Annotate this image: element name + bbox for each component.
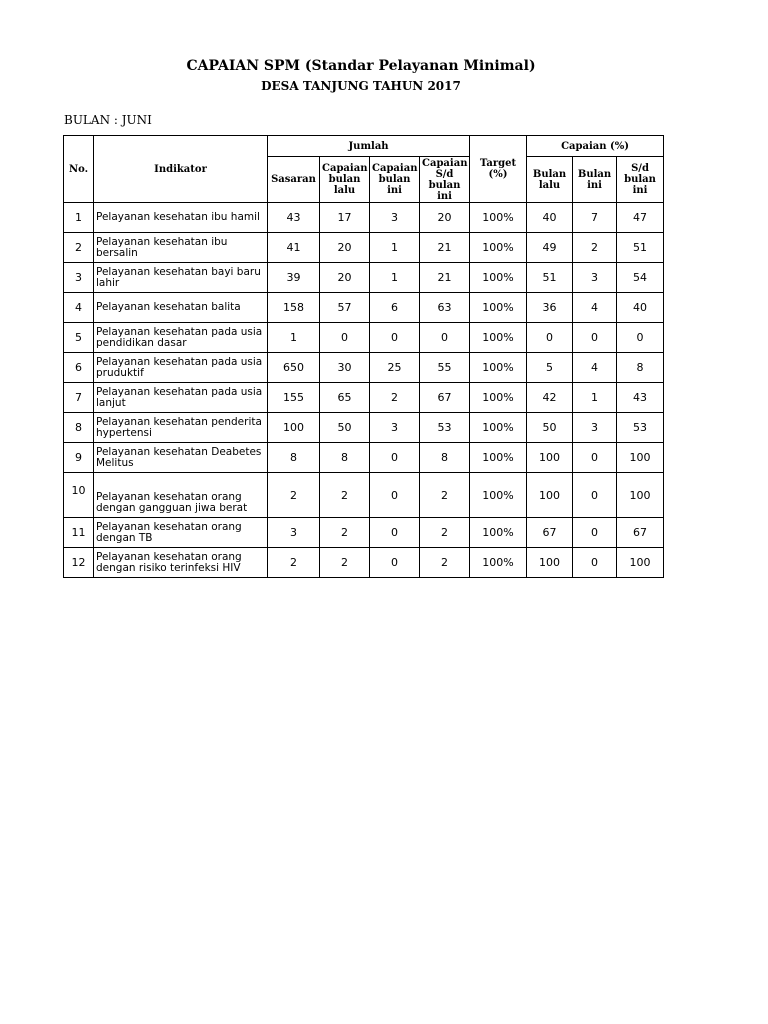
row-target: 100% [470,518,527,548]
row-capaian-sd-bulan-ini: 67 [420,383,470,413]
row-pct-bulan-ini: 4 [573,353,617,383]
row-target: 100% [470,353,527,383]
row-capaian-bulan-lalu: 30 [320,353,370,383]
table-row [64,473,664,518]
header-target: Target (%) [470,136,527,203]
row-pct-bulan-ini: 0 [573,548,617,578]
row-indikator: Pelayanan kesehatan pada usia lanjut [94,383,268,413]
row-pct-sd-bulan-ini: 40 [617,293,664,323]
row-capaian-sd-bulan-ini: 8 [420,443,470,473]
row-pct-sd-bulan-ini: 54 [617,263,664,293]
row-sasaran: 158 [268,293,320,323]
row-capaian-sd-bulan-ini: 0 [420,323,470,353]
row-indikator: Pelayanan kesehatan penderita hypertensi [94,413,268,443]
row-pct-bulan-ini: 0 [573,518,617,548]
row-sasaran: 2 [268,473,320,518]
row-indikator: Pelayanan kesehatan ibu hamil [94,203,268,233]
row-pct-bulan-lalu: 36 [527,293,573,323]
table-row [64,353,664,383]
table-row [64,548,664,578]
row-sasaran: 2 [268,548,320,578]
row-no: 3 [64,263,94,293]
row-capaian-sd-bulan-ini: 2 [420,548,470,578]
row-capaian-sd-bulan-ini: 2 [420,518,470,548]
row-pct-bulan-lalu: 40 [527,203,573,233]
row-capaian-bulan-ini: 0 [370,443,420,473]
row-target: 100% [470,443,527,473]
row-indikator: Pelayanan kesehatan bayi baru lahir [94,263,268,293]
row-pct-sd-bulan-ini: 67 [617,518,664,548]
row-pct-sd-bulan-ini: 0 [617,323,664,353]
row-no: 4 [64,293,94,323]
row-capaian-bulan-lalu: 17 [320,203,370,233]
row-pct-bulan-ini: 0 [573,323,617,353]
table-row [64,233,664,263]
table-row [64,518,664,548]
row-pct-bulan-ini: 3 [573,263,617,293]
table-row [64,413,664,443]
row-target: 100% [470,413,527,443]
row-no: 2 [64,233,94,263]
row-pct-bulan-lalu: 100 [527,548,573,578]
row-pct-bulan-lalu: 5 [527,353,573,383]
row-pct-sd-bulan-ini: 100 [617,548,664,578]
row-no: 1 [64,203,94,233]
row-no: 9 [64,443,94,473]
header-capaian-sd-bulan-ini: Capaian S/d bulan ini [420,157,470,203]
row-pct-sd-bulan-ini: 43 [617,383,664,413]
row-sasaran: 41 [268,233,320,263]
row-pct-bulan-ini: 1 [573,383,617,413]
table-row [64,263,664,293]
row-pct-bulan-lalu: 100 [527,473,573,518]
row-target: 100% [470,383,527,413]
row-capaian-bulan-lalu: 2 [320,473,370,518]
row-pct-bulan-ini: 3 [573,413,617,443]
row-target: 100% [470,263,527,293]
row-capaian-bulan-lalu: 8 [320,443,370,473]
row-capaian-bulan-ini: 0 [370,518,420,548]
header-sd-bulan-ini: S/d bulan ini [617,157,664,203]
table-row [64,383,664,413]
header-no: No. [64,136,94,203]
header-bulan-lalu: Bulan lalu [527,157,573,203]
row-no: 11 [64,518,94,548]
row-indikator: Pelayanan kesehatan orang dengan TB [94,518,268,548]
row-pct-bulan-ini: 2 [573,233,617,263]
row-pct-sd-bulan-ini: 51 [617,233,664,263]
row-no: 7 [64,383,94,413]
row-sasaran: 3 [268,518,320,548]
row-no: 6 [64,353,94,383]
row-target: 100% [470,548,527,578]
row-capaian-bulan-ini: 1 [370,233,420,263]
row-capaian-bulan-lalu: 2 [320,548,370,578]
month-label: BULAN : JUNI [64,113,152,127]
row-sasaran: 100 [268,413,320,443]
spm-table [63,135,664,578]
row-indikator: Pelayanan kesehatan pada usia pendidikan dasar [94,323,268,353]
row-sasaran: 155 [268,383,320,413]
row-capaian-bulan-lalu: 0 [320,323,370,353]
row-pct-bulan-lalu: 0 [527,323,573,353]
row-capaian-bulan-ini: 1 [370,263,420,293]
row-capaian-bulan-ini: 25 [370,353,420,383]
row-pct-sd-bulan-ini: 100 [617,473,664,518]
row-indikator: Pelayanan kesehatan Deabetes Melitus [94,443,268,473]
row-capaian-bulan-lalu: 57 [320,293,370,323]
row-indikator: Pelayanan kesehatan pada usia pruduktif [94,353,268,383]
row-pct-bulan-lalu: 49 [527,233,573,263]
document-title: CAPAIAN SPM (Standar Pelayanan Minimal) [186,58,536,74]
row-pct-bulan-lalu: 51 [527,263,573,293]
row-pct-bulan-lalu: 42 [527,383,573,413]
row-sasaran: 650 [268,353,320,383]
row-capaian-bulan-lalu: 50 [320,413,370,443]
row-pct-bulan-ini: 7 [573,203,617,233]
row-capaian-bulan-ini: 0 [370,473,420,518]
row-capaian-bulan-lalu: 20 [320,263,370,293]
row-capaian-sd-bulan-ini: 55 [420,353,470,383]
row-capaian-bulan-lalu: 65 [320,383,370,413]
table-row [64,443,664,473]
row-capaian-bulan-lalu: 20 [320,233,370,263]
row-pct-bulan-ini: 0 [573,443,617,473]
row-capaian-bulan-ini: 3 [370,203,420,233]
row-indikator: Pelayanan kesehatan orang dengan risiko terinfeksi HIV [94,548,268,578]
row-sasaran: 43 [268,203,320,233]
table-row [64,203,664,233]
row-no: 8 [64,413,94,443]
row-capaian-bulan-ini: 3 [370,413,420,443]
row-no: 12 [64,548,94,578]
row-capaian-bulan-ini: 2 [370,383,420,413]
header-sasaran: Sasaran [268,157,320,203]
row-sasaran: 1 [268,323,320,353]
row-pct-bulan-ini: 4 [573,293,617,323]
row-capaian-bulan-lalu: 2 [320,518,370,548]
row-capaian-bulan-ini: 6 [370,293,420,323]
row-capaian-bulan-ini: 0 [370,548,420,578]
row-pct-sd-bulan-ini: 100 [617,443,664,473]
header-capaian-bulan-lalu: Capaian bulan lalu [320,157,370,203]
row-pct-bulan-ini: 0 [573,473,617,518]
row-no: 5 [64,323,94,353]
header-jumlah: Jumlah [268,136,470,157]
row-pct-bulan-lalu: 67 [527,518,573,548]
document-subtitle: DESA TANJUNG TAHUN 2017 [261,79,461,93]
header-indikator: Indikator [94,136,268,203]
row-capaian-sd-bulan-ini: 21 [420,263,470,293]
row-capaian-sd-bulan-ini: 21 [420,233,470,263]
header-capaian-bulan-ini: Capaian bulan ini [370,157,420,203]
row-pct-bulan-lalu: 50 [527,413,573,443]
header-bulan-ini: Bulan ini [573,157,617,203]
row-pct-sd-bulan-ini: 53 [617,413,664,443]
row-no: 10 [64,473,94,518]
row-target: 100% [470,203,527,233]
table-row [64,323,664,353]
row-capaian-sd-bulan-ini: 63 [420,293,470,323]
row-capaian-sd-bulan-ini: 20 [420,203,470,233]
row-capaian-sd-bulan-ini: 2 [420,473,470,518]
row-capaian-bulan-ini: 0 [370,323,420,353]
header-capaian-pct: Capaian (%) [527,136,664,157]
row-capaian-sd-bulan-ini: 53 [420,413,470,443]
table-row [64,293,664,323]
row-sasaran: 39 [268,263,320,293]
row-sasaran: 8 [268,443,320,473]
row-target: 100% [470,473,527,518]
row-indikator: Pelayanan kesehatan orang dengan gangguan jiwa berat [94,473,268,518]
row-target: 100% [470,293,527,323]
row-indikator: Pelayanan kesehatan ibu bersalin [94,233,268,263]
row-pct-sd-bulan-ini: 47 [617,203,664,233]
row-pct-bulan-lalu: 100 [527,443,573,473]
row-target: 100% [470,233,527,263]
row-target: 100% [470,323,527,353]
row-indikator: Pelayanan kesehatan balita [94,293,268,323]
row-pct-sd-bulan-ini: 8 [617,353,664,383]
